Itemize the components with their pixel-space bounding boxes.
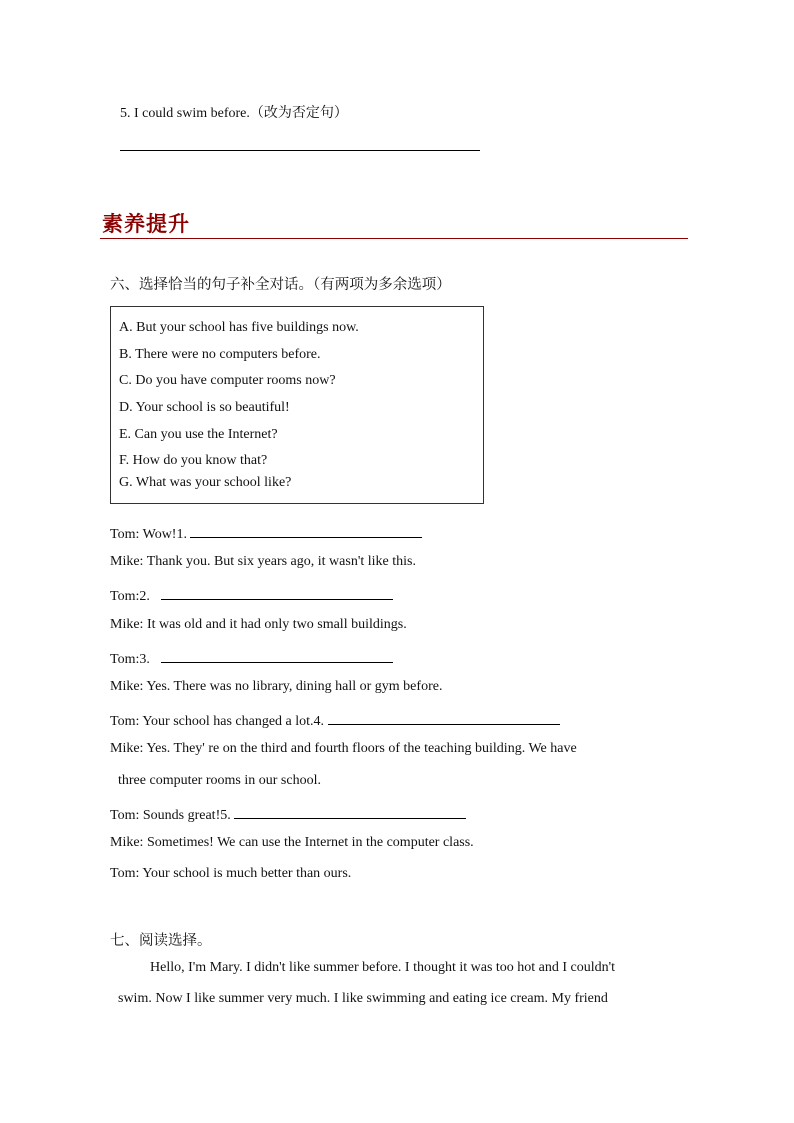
dialogue-line-10 <box>110 804 466 824</box>
reading-line-1: Hello, I'm Mary. I didn't like summer before. I thought it was too hot and I couldn't <box>150 960 616 975</box>
dialogue-text: Tom: Your school has changed a lot.4. <box>110 714 328 729</box>
dialogue-text: Tom:2. <box>110 589 154 604</box>
dialogue-line-3 <box>110 585 393 605</box>
option-b: B. There were no computers before. <box>119 347 321 362</box>
option-a: A. But your school has five buildings now. <box>119 320 359 335</box>
section-title: 素养提升 <box>102 212 190 236</box>
dialogue-line-1 <box>110 523 422 543</box>
blank-5[interactable] <box>234 804 466 819</box>
dialogue-line-9: three computer rooms in our school. <box>118 773 321 788</box>
dialogue-text: Tom: Wow!1. <box>110 527 191 542</box>
rewrite-question: 5. I could swim before.（改为否定句） <box>120 106 348 121</box>
blank-4[interactable] <box>328 710 560 725</box>
dialogue-text: Tom: Sounds great!5. <box>110 808 235 823</box>
option-g: G. What was your school like? <box>119 475 292 490</box>
option-d: D. Your school is so beautiful! <box>119 400 290 415</box>
dialogue-line-7 <box>110 710 560 730</box>
dialogue-line-2: Mike: Thank you. But six years ago, it wasn't like this. <box>110 554 416 569</box>
q6-heading: 六、选择恰当的句子补全对话。（有两项为多余选项） <box>110 277 451 293</box>
reading-line-2: swim. Now I like summer very much. I like swimming and eating ice cream. My friend <box>118 991 608 1006</box>
section-divider <box>100 238 688 239</box>
q7-heading: 七、阅读选择。 <box>110 933 212 949</box>
answer-line[interactable] <box>120 150 480 151</box>
blank-2[interactable] <box>161 585 393 600</box>
option-c: C. Do you have computer rooms now? <box>119 373 336 388</box>
blank-1[interactable] <box>190 523 422 538</box>
dialogue-line-4: Mike: It was old and it had only two small buildings. <box>110 617 407 632</box>
dialogue-line-5 <box>110 648 393 668</box>
option-f: F. How do you know that? <box>119 453 268 468</box>
blank-3[interactable] <box>161 648 393 663</box>
dialogue-line-6: Mike: Yes. There was no library, dining hall or gym before. <box>110 679 443 694</box>
dialogue-line-8: Mike: Yes. They' re on the third and fourth floors of the teaching building. We have <box>110 741 577 756</box>
dialogue-line-12: Tom: Your school is much better than ours. <box>110 866 352 881</box>
option-e: E. Can you use the Internet? <box>119 427 278 442</box>
dialogue-line-11: Mike: Sometimes! We can use the Internet in the computer class. <box>110 835 474 850</box>
options-box <box>110 306 484 504</box>
dialogue-text: Tom:3. <box>110 652 154 667</box>
